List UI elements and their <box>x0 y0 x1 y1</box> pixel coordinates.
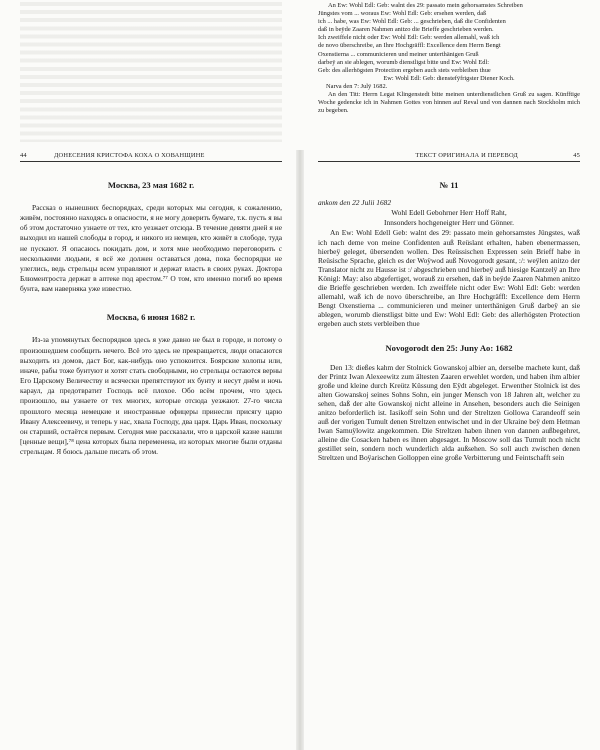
prev-line: Oxenstierna ... communicieren und meiner unterthänigen Gruß <box>318 50 479 58</box>
salutation: Innsonders hochgeneigter Herr und Gönner. <box>384 218 514 228</box>
prev-postscript: An den Titt: Herrn Legat Klingenstedt bitte meinen unterdienstlichen Gruß zu sagen. Künfftige Woche gedencke ich in Nahmen Gottes von hinnen auf Reval und von dannen nach Stockholm mich zu begeben. <box>318 91 580 115</box>
previous-left-page <box>20 2 282 142</box>
prev-line: de novo überschreibe, an Ihre Hochgräffl: Excellence dem Herrn Bengt <box>318 42 501 50</box>
right-running-head <box>318 150 580 162</box>
prev-line: Geb: des allerhögsten Protection ergeben auch stets verbleiben thue <box>318 66 491 74</box>
prev-line: Jüngstes vom ... woraus Ew: Wohl Edl: Geb: ersehen werden, daß <box>318 10 487 18</box>
arrival-note: ankom den 22 Julii 1682 <box>318 198 392 207</box>
letter-paragraph: Рассказ о нынешних беспорядках, среди которых мы сегодня, к сожалению, живём, постоянно находясь в опасности, я не могу доверить бумаге, т.к. пусть я вы об этом достаточно узнаете от тех, кто уезжает отсюда. В течение девяти дней я не выходил из нашей слободы в город, и никого из немцев, кто живёт в слободе, туда не пускают. Я опасаюсь покидать дом, и хотя мне необходимо переговорить с несколькими людьми, я всё же должен оставаться дома, пока беспорядки не улеглись, ведь стрельцы всем управляют и держат власть в своих руках. Доктора Блюментроста держат в аптеке под арестом.⁷⁷ О том, кто именно погиб во время бунта, вам наверняка уже известно. <box>20 203 282 294</box>
left-running-head <box>20 150 282 162</box>
running-title: ТЕКСТ ОРИГИНАЛА И ПЕРЕВОД <box>415 152 518 159</box>
running-title: ДОНЕСЕНИЯ КРИСТОФА КОХА О ХОВАНЩИНЕ <box>54 152 205 159</box>
prev-date: Narva den 7: Julÿ 1682. <box>326 82 388 90</box>
prev-line: daß in beÿde Zaaren Nahmen anitzo die Brieffe geschrieben werden. <box>318 26 494 34</box>
salutation: Wohl Edell Gebohrner Herr Hoff Raht, <box>391 208 507 218</box>
page-number: 44 <box>20 152 27 159</box>
prev-line: darbeÿ an sie ablegen, worumb dienstligst bitte und Ew: Wohl Edl: <box>318 58 489 66</box>
prev-line: ich ... habe, was Ew: Wohl Edl: Geb: ... geschrieben, daß die Confidenten <box>318 18 506 26</box>
prev-line: An Ew: Wohl Edl: Geb: walnt des 29: passato mein gehorsamstes Schreiben <box>328 2 523 9</box>
letter-paragraph: Из-за упомянутых беспорядков здесь я уже давно не был в городе, и потому о произошедшем сообщить нечего. Всё это здесь не прекращается, люди опасаются выходить из домов, даст Бог, как-нибудь оно успокоится. Боярские холопы или, иначе, рабы тоже бунтуют и хотят стать свободными, но стрельцы остаются верны Его Царскому Величеству и всячески препятствуют их бунту и несут днём и ночь караул, да предотвратит Господь всё плохое. Обо всём прочем, что здесь произошло, вы узнаете от тех многих, которые отсюда уезжают. 27-го числа прошлого месяца немецкие и иностранные офицеры принесли присягу царю Ивану Алексеевичу, и теперь у нас, хвала Господу, два царя. Царь Иван, поскольку он старший, остаётся первым. Сегодня мне рассказали, что в царской казне нашли [ценные вещи],⁷⁸ цена которых была переменена, из которых многие были отданы стрельцам. Я боюсь дальше писать об этом. <box>20 335 282 457</box>
right-page <box>318 150 580 750</box>
section-heading: Novogorodt den 25: Juny Ao: 1682 <box>385 342 513 353</box>
section-heading: Москва, 23 мая 1682 г. <box>107 180 195 190</box>
faded-text-block <box>20 2 282 142</box>
letter-paragraph: An Ew: Wohl Edell Geb: walnt des 29: passato mein gehorsamstes Jüngstes, waß ich nach deme von meine Confidenten auß Reüslant erhalten, haben ebenermassen, hierbeÿ geleget, übersenden wollen. Des Reüssischen Expressen sein Brieff habe in Reüsische Sprache, gleich es der Woÿwod auß Novogorodt gesant, :/: weÿlen anitzo der Translator nicht zu Hausse ist :/ abgeschrieben und hierbeÿ auß hiesige Kantzelÿ an Ihre Königl: May: also abgefertiget, worauß zu ersehen, daß in beÿde Zaaren Nahmen anitzo die Brieffe geschrieben werden. Ich zweiffele nicht oder Ew: Wohl Edl: Geb: werden allemahl, waß ich de novo überschreibe, an Ihre Hochgräffl: Excellence dem Herrn Bengt Oxenstierna ... communicieren und meiner unterthänigen Gruß darbeÿ an sie ablegen, worumb dienstligst bitte und Ew: Wohl Edl: Geb: des allerhögsten Protection ergeben auch stets verbleiben thue <box>318 228 580 329</box>
prev-signature: Ew: Wohl Edl: Geb: dienstefÿfrigster Diener Koch. <box>383 74 515 82</box>
prev-line: Ich zweiffele nicht oder Ew: Wohl Edl: Geb: werden allemahl, waß ich <box>318 34 500 42</box>
previous-page-strip <box>0 0 600 150</box>
section-heading: Москва, 6 июня 1682 г. <box>106 312 196 323</box>
section-heading: № 11 <box>439 180 459 190</box>
letter-paragraph: Den 13: dießes kahm der Stolnick Gowanskoj albier an, derselbe machete kunt, daß der Printz Iwan Alexeewitz zum ältesten Zaaren erwehlet worden, und haben ihm albier große und kleine durch Kreütz Küssung den Eÿdt abgeleget. Erwenther Stolnick ist des alten Gowanskoj seines Sohns Sohn, ein junger Mensch von 18 Jahren alt, welcher zu sehen, daß der alte Gowanskoj nicht alleine in Ansehen, besonders auch die Seinigen anitzo beforderlich ist. Iasikoff sein Sohn und der Streltzen Gollowa Carandeoff sein auß der vorigen Tumult denen Streltzen entwischet und in der Ukraine beÿ dem Hetman Iwan Samuÿlowitz angekommen. Die Streltzen haben ihnen von dannen außbegehret, alleine die Cosacken haben es ihnen abgesaget. In Moscow soll das Tumult noch nicht gestillet sein, sondern noch wunderlich alda außsehen. So soll auch zwischen denen Streltzen und Boÿarischen Golloppen eine große Verbitterung und Feintschafft sein <box>318 362 580 463</box>
previous-right-page <box>318 2 580 115</box>
page-number: 45 <box>573 152 580 159</box>
book-gutter <box>296 150 304 750</box>
left-page <box>20 150 282 750</box>
